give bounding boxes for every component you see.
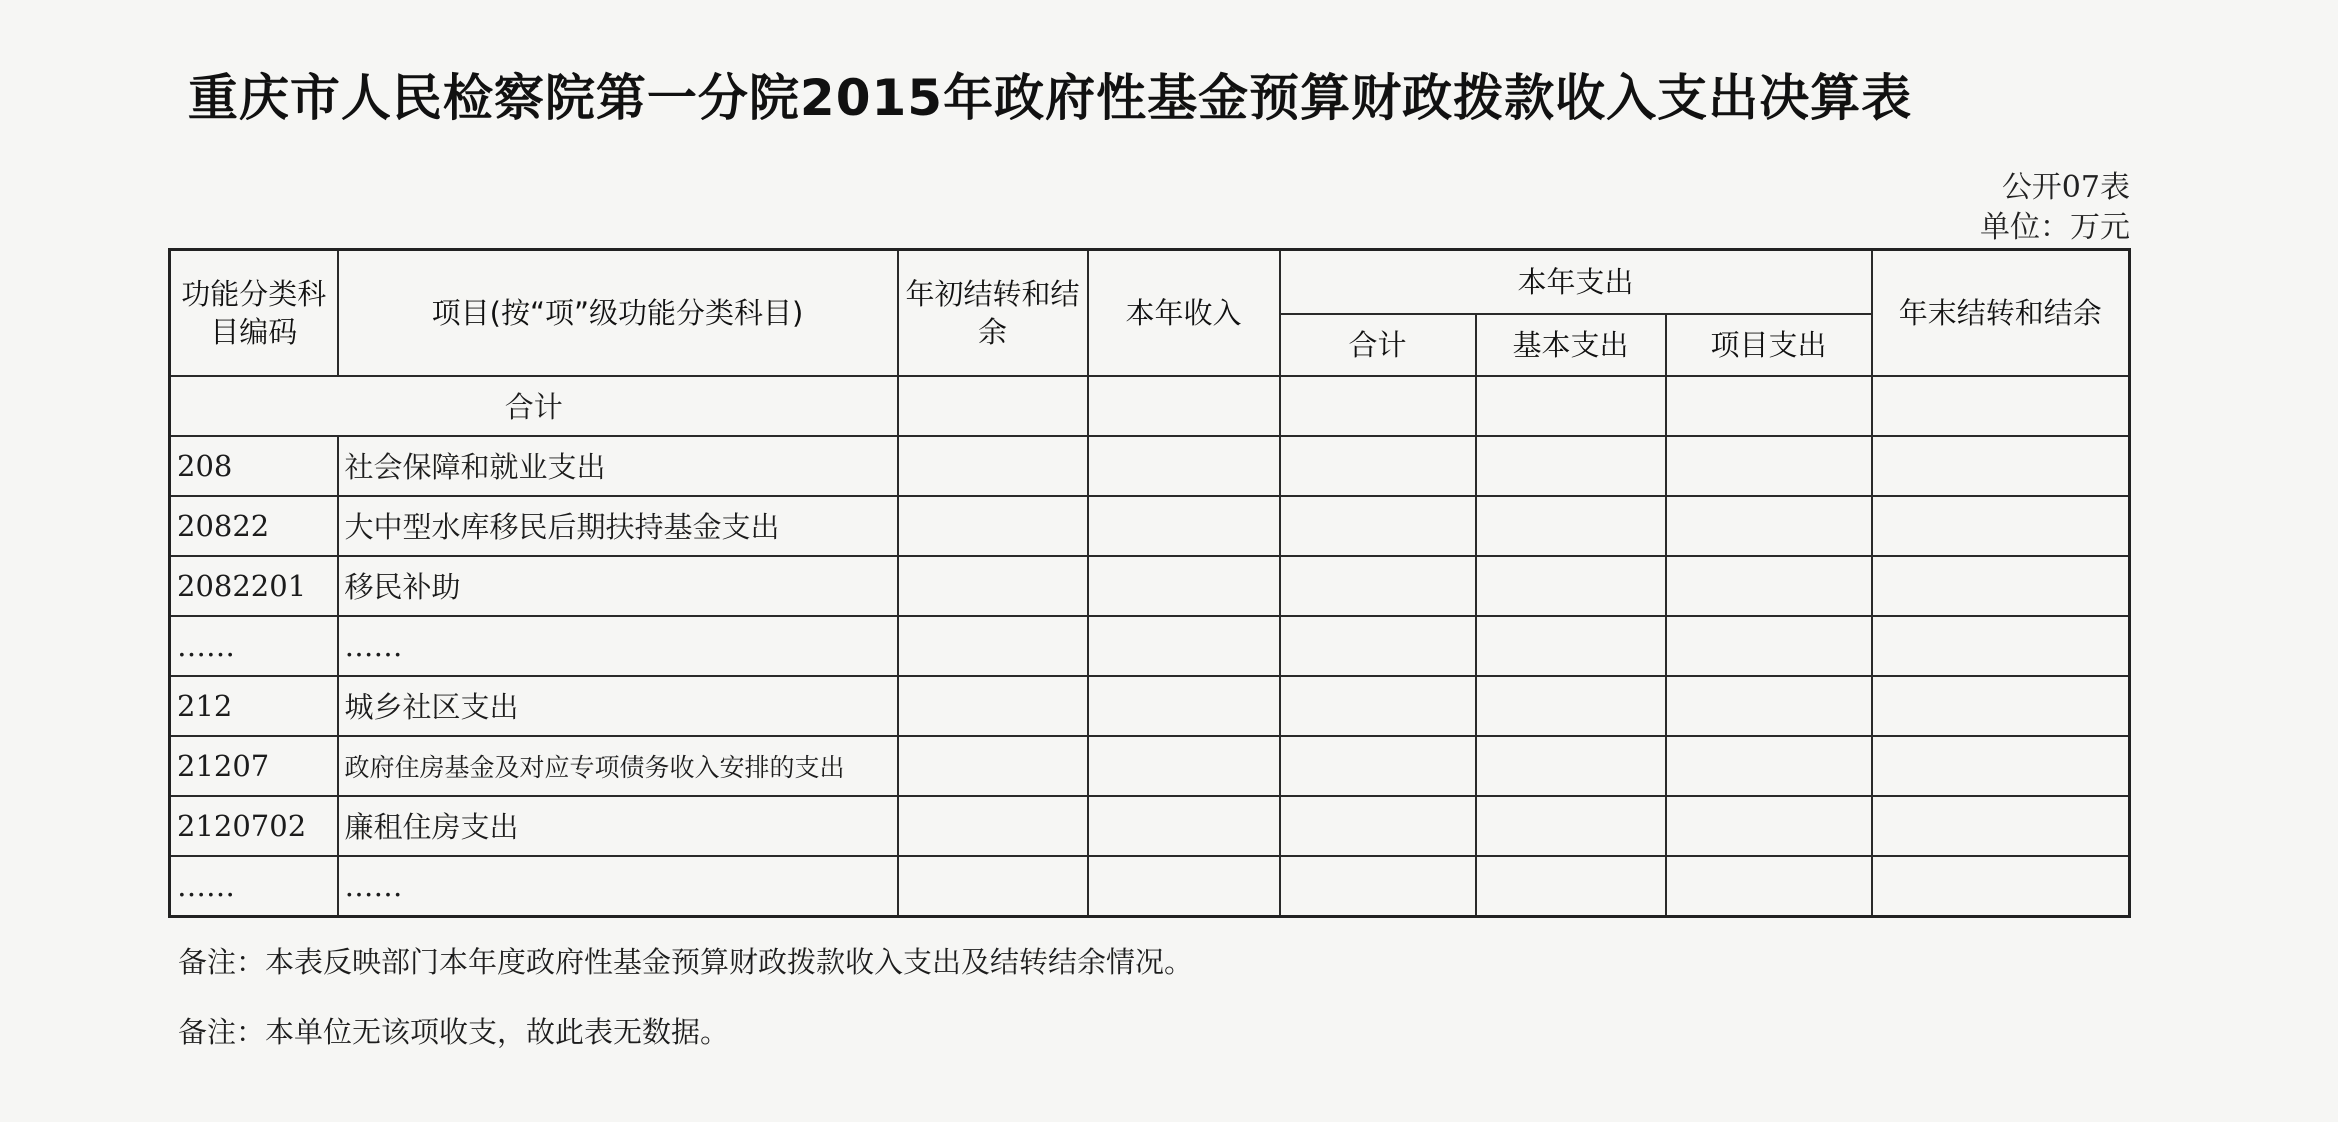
cell-empty <box>1088 496 1280 556</box>
header-expense-basic: 基本支出 <box>1476 314 1666 376</box>
cell-empty <box>1666 436 1872 496</box>
table-row <box>170 616 2130 676</box>
row-code: 2082201 <box>170 556 338 616</box>
cell-empty <box>1088 736 1280 796</box>
header-closing-balance: 年末结转和结余 <box>1872 250 2130 376</box>
total-label: 合计 <box>170 376 898 436</box>
cell-empty <box>1872 676 2130 736</box>
cell-empty <box>1872 796 2130 856</box>
cell-empty <box>898 796 1088 856</box>
cell-empty <box>898 856 1088 917</box>
header-expense-total: 合计 <box>1280 314 1476 376</box>
cell-empty <box>1280 496 1476 556</box>
cell-empty <box>1666 856 1872 917</box>
row-item: 社会保障和就业支出 <box>338 436 898 496</box>
cell-empty <box>1280 676 1476 736</box>
cell-empty <box>1666 796 1872 856</box>
cell-empty <box>1476 856 1666 917</box>
cell-empty <box>1476 796 1666 856</box>
row-code: 21207 <box>170 736 338 796</box>
cell-empty <box>1872 616 2130 676</box>
header-code: 功能分类科目编码 <box>170 250 338 376</box>
cell-empty <box>898 556 1088 616</box>
cell-empty <box>898 436 1088 496</box>
unit-label: 单位：万元 <box>1980 210 2130 245</box>
row-item: …… <box>338 856 898 917</box>
header-expense-project: 项目支出 <box>1666 314 1872 376</box>
cell-empty <box>1872 376 2130 436</box>
table-row <box>170 796 2130 856</box>
form-number: 公开07表 <box>2001 170 2130 205</box>
row-item: …… <box>338 616 898 676</box>
table-row <box>170 556 2130 616</box>
cell-empty <box>1476 436 1666 496</box>
cell-empty <box>1476 616 1666 676</box>
cell-empty <box>1280 436 1476 496</box>
cell-empty <box>1872 556 2130 616</box>
row-code: 208 <box>170 436 338 496</box>
cell-empty <box>1476 496 1666 556</box>
table-row-total <box>170 376 2130 436</box>
cell-empty <box>1476 556 1666 616</box>
cell-empty <box>1280 616 1476 676</box>
cell-empty <box>1476 376 1666 436</box>
cell-empty <box>1280 796 1476 856</box>
row-item: 大中型水库移民后期扶持基金支出 <box>338 496 898 556</box>
cell-empty <box>1666 736 1872 796</box>
row-item: 廉租住房支出 <box>338 796 898 856</box>
cell-empty <box>898 676 1088 736</box>
header-current-income: 本年收入 <box>1088 250 1280 376</box>
row-code: 20822 <box>170 496 338 556</box>
row-code: …… <box>170 856 338 917</box>
cell-empty <box>1666 496 1872 556</box>
cell-empty <box>1666 616 1872 676</box>
row-code: 212 <box>170 676 338 736</box>
cell-empty <box>1280 556 1476 616</box>
table-row <box>170 736 2130 796</box>
note-no-data: 备注：本单位无该项收支，故此表无数据。 <box>178 1015 730 1049</box>
table-row <box>170 496 2130 556</box>
budget-table <box>168 248 2131 918</box>
cell-empty <box>1872 736 2130 796</box>
table-row <box>170 436 2130 496</box>
cell-empty <box>1088 376 1280 436</box>
cell-empty <box>898 736 1088 796</box>
cell-empty <box>1280 376 1476 436</box>
row-code: …… <box>170 616 338 676</box>
cell-empty <box>1088 616 1280 676</box>
row-item: 移民补助 <box>338 556 898 616</box>
cell-empty <box>1666 376 1872 436</box>
note-description: 备注：本表反映部门本年度政府性基金预算财政拨款收入支出及结转结余情况。 <box>178 945 1194 979</box>
table-row <box>170 676 2130 736</box>
cell-empty <box>1872 856 2130 917</box>
header-current-expense: 本年支出 <box>1280 250 1872 314</box>
cell-empty <box>1088 856 1280 917</box>
cell-empty <box>1872 436 2130 496</box>
cell-empty <box>1088 796 1280 856</box>
cell-empty <box>1872 496 2130 556</box>
table-row <box>170 856 2130 917</box>
cell-empty <box>1280 736 1476 796</box>
cell-empty <box>1280 856 1476 917</box>
page-title: 重庆市人民检察院第一分院2015年政府性基金预算财政拨款收入支出决算表 <box>187 69 1913 127</box>
cell-empty <box>898 496 1088 556</box>
cell-empty <box>1476 676 1666 736</box>
row-item: 政府住房基金及对应专项债务收入安排的支出 <box>338 736 898 796</box>
cell-empty <box>1088 556 1280 616</box>
cell-empty <box>898 376 1088 436</box>
cell-empty <box>1666 676 1872 736</box>
header-opening-balance: 年初结转和结余 <box>898 250 1088 376</box>
cell-empty <box>1088 436 1280 496</box>
cell-empty <box>1666 556 1872 616</box>
header-item: 项目(按“项”级功能分类科目) <box>338 250 898 376</box>
cell-empty <box>898 616 1088 676</box>
cell-empty <box>1088 676 1280 736</box>
cell-empty <box>1476 736 1666 796</box>
row-code: 2120702 <box>170 796 338 856</box>
row-item: 城乡社区支出 <box>338 676 898 736</box>
